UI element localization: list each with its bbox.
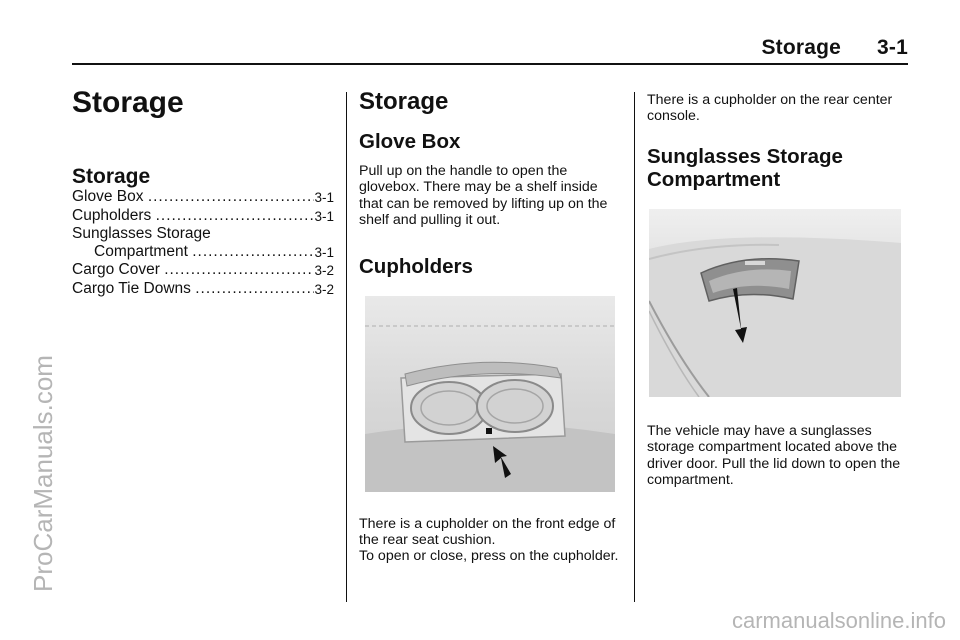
page-header xyxy=(761,36,908,60)
section-title: Storage xyxy=(359,88,449,115)
toc-column xyxy=(72,86,334,298)
toc-leader xyxy=(148,188,315,207)
sunglasses-text: The vehicle may have a sunglasses storage compartment located above the driver door. Pull the lid down to open the compartment. xyxy=(647,422,901,489)
toc-item-label: Cupholders xyxy=(72,206,156,224)
toc-item-page: 3-1 xyxy=(314,208,334,224)
toc-item-label: Compartment xyxy=(94,242,193,260)
sunglasses-compartment-illustration xyxy=(649,209,901,397)
column-divider xyxy=(346,92,347,602)
toc-item[interactable] xyxy=(72,225,334,243)
cupholder-illustration xyxy=(365,296,615,492)
toc-item-page: 3-1 xyxy=(314,244,334,260)
rear-cupholder-text: There is a cupholder on the rear center console. xyxy=(647,92,893,125)
toc-heading: Storage xyxy=(72,165,151,188)
sunglasses-heading: Sunglasses Storage Compartment xyxy=(647,144,843,191)
toc-item-label: Sunglasses Storage xyxy=(72,225,211,242)
toc-item-page: 3-2 xyxy=(314,263,334,278)
cupholder-photo xyxy=(365,296,615,492)
chapter-title: Storage xyxy=(72,86,184,119)
watermark-procarmanuals: ProCarManuals.com xyxy=(28,355,58,592)
header-page-number: 3-1 xyxy=(877,36,908,59)
toc-leader xyxy=(195,280,314,299)
glove-box-text: Pull up on the handle to open the glovebox. There may be a shelf inside that can be removed by lifting up on the shelf and pulling it out. xyxy=(359,163,608,229)
toc-leader xyxy=(164,261,314,280)
toc-item-label: Cargo Cover xyxy=(72,261,165,278)
toc-item[interactable] xyxy=(72,243,334,262)
toc-item[interactable] xyxy=(72,280,334,299)
header-section-title: Storage xyxy=(761,36,842,59)
toc-item[interactable] xyxy=(72,188,334,207)
toc-leader xyxy=(192,243,314,262)
toc-item[interactable] xyxy=(72,207,334,226)
cupholders-heading: Cupholders xyxy=(359,254,473,278)
toc-item[interactable] xyxy=(72,261,334,280)
toc-item-page: 3-1 xyxy=(314,190,334,205)
header-rule xyxy=(72,63,908,65)
toc-item-label: Glove Box xyxy=(72,188,148,205)
table-of-contents xyxy=(72,188,334,298)
glove-box-heading: Glove Box xyxy=(359,130,461,153)
column-divider xyxy=(634,92,635,602)
cupholders-text-2: To open or close, press on the cupholder. xyxy=(359,548,619,565)
watermark-carmanualsonline: carmanualsonline.info xyxy=(731,608,946,633)
content-column-right xyxy=(647,86,909,488)
toc-leader xyxy=(156,207,315,226)
sunglasses-compartment-photo xyxy=(649,209,901,397)
cupholders-text-1: There is a cupholder on the front edge of the rear seat cushion. xyxy=(359,515,616,549)
content-column-middle xyxy=(359,86,625,565)
toc-item-page: 3-2 xyxy=(314,281,334,297)
toc-item-label: Cargo Tie Downs xyxy=(72,279,196,297)
